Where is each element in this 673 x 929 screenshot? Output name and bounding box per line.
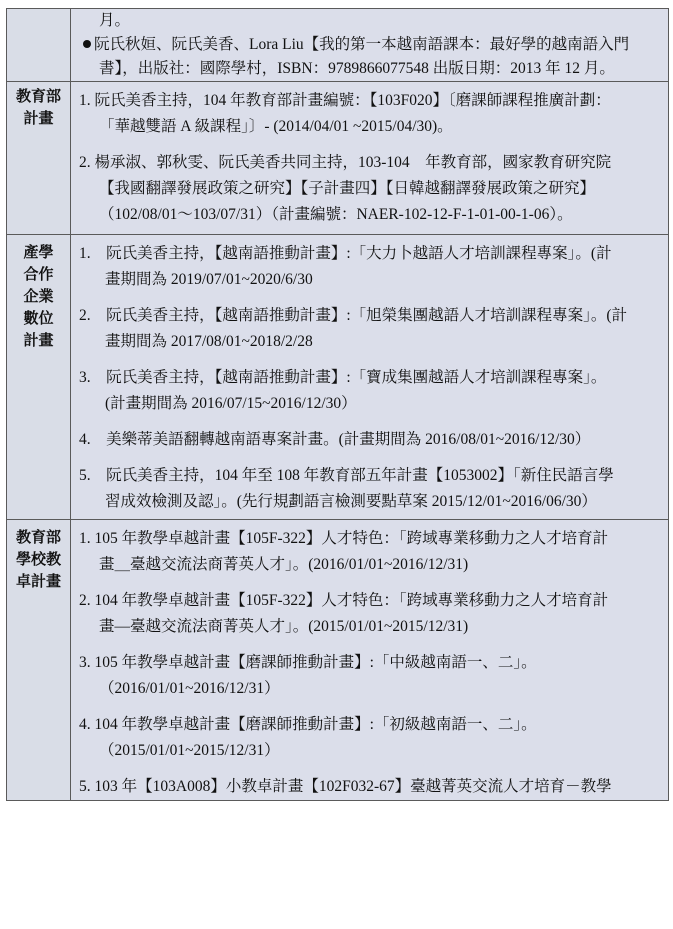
label-line: 學校教 bbox=[15, 550, 61, 568]
text-line: 書】，出版社：國際學村，ISBN：9789866077548 出版日期：2013 年 12 月。 bbox=[99, 60, 615, 77]
label-line: 教育部 bbox=[15, 528, 61, 546]
text-line: 4. 美樂蒂美語翻轉越南語專案計畫。(計畫期間為 2016/08/01~2016/12/30） bbox=[79, 431, 591, 448]
label-line: 數位 bbox=[23, 309, 54, 327]
text-line: 3. 阮氏美香主持，【越南語推動計畫】:「寶成集團越語人才培訓課程專案」。 bbox=[79, 369, 607, 386]
spacer bbox=[71, 640, 668, 650]
text-line: （2016/01/01~2016/12/31） bbox=[99, 680, 280, 697]
row-label-cell bbox=[7, 82, 71, 235]
row-content-cell bbox=[71, 235, 669, 520]
label-line: 合作 bbox=[23, 265, 54, 283]
text-line: (計畫期間為 2016/07/15~2016/12/30） bbox=[105, 395, 357, 412]
table-row bbox=[7, 9, 669, 82]
text-line: 月。 bbox=[99, 12, 131, 29]
document-page bbox=[6, 8, 667, 801]
text-line: 2. 阮氏美香主持，【越南語推動計畫】:「旭榮集團越語人才培訓課程專案」。(計 bbox=[79, 307, 628, 324]
row-label bbox=[7, 82, 70, 129]
text-line: 畫期間為 2017/08/01~2018/2/28 bbox=[105, 333, 313, 350]
text-line: 畫—臺越交流法商菁英人才」。(2015/01/01~2015/12/31) bbox=[99, 618, 469, 635]
text-line: 5. 103 年【103A008】小教卓計畫【102F032-67】臺越菁英交流人才培育－教學 bbox=[79, 778, 612, 795]
text-line: 4. 104 年教學卓越計畫【磨課師推動計畫】:「初級越南語一、二」。 bbox=[79, 716, 537, 733]
label-line: 計畫 bbox=[23, 109, 54, 127]
row-label-cell bbox=[7, 520, 71, 801]
row-label-cell bbox=[7, 9, 71, 82]
label-line: 計畫 bbox=[23, 331, 54, 349]
spacer bbox=[71, 140, 668, 150]
row-content-cell bbox=[71, 82, 669, 235]
label-line: 教育部 bbox=[15, 87, 61, 105]
spacer bbox=[71, 417, 668, 427]
spacer bbox=[71, 453, 668, 463]
text-line: 1. 105 年教學卓越計畫【105F-322】人才特色：「跨域專業移動力之人才培育計 bbox=[79, 530, 609, 547]
spacer bbox=[71, 578, 668, 588]
text-line: （2015/01/01~2015/12/31） bbox=[99, 742, 280, 759]
row-label bbox=[7, 235, 70, 351]
text-line: 「華越雙語 A 級課程」〕- (2014/04/01 ~2015/04/30)。 bbox=[99, 118, 453, 135]
spacer bbox=[71, 293, 668, 303]
row-content-cell bbox=[71, 520, 669, 801]
label-line: 卓計畫 bbox=[15, 572, 61, 590]
text-line: 5. 阮氏美香主持，104 年至 108 年教育部五年計畫【1053002】「新住民語言學 bbox=[79, 467, 614, 484]
text-line: 阮氏秋姮、阮氏美香、Lora Liu【我的第一本越南語課本：最好學的越南語入門 bbox=[94, 36, 630, 53]
spacer bbox=[71, 764, 668, 774]
text-line: 畫期間為 2019/07/01~2020/6/30 bbox=[105, 271, 313, 288]
table-row bbox=[7, 82, 669, 235]
spacer bbox=[71, 355, 668, 365]
text-line: 2. 楊承淑、郭秋雯、阮氏美香共同主持，103-104 年教育部，國家教育研究院 bbox=[79, 154, 612, 171]
label-line: 企業 bbox=[23, 287, 54, 305]
spacer bbox=[71, 702, 668, 712]
projects-table bbox=[6, 8, 669, 801]
text-line: 習成效檢測及認」。(先行規劃語言檢測要點草案 2015/12/01~2016/06/30） bbox=[105, 493, 597, 510]
table-row bbox=[7, 235, 669, 520]
text-line: （102/08/01～103/07/31）（計畫編號：NAER-102-12-F-1-01-00-1-06）。 bbox=[99, 206, 573, 223]
table-row bbox=[7, 520, 669, 801]
text-line: 3. 105 年教學卓越計畫【磨課師推動計畫】:「中級越南語一、二」。 bbox=[79, 654, 537, 671]
bullet-icon bbox=[83, 40, 91, 48]
row-label bbox=[7, 520, 70, 592]
list-item bbox=[71, 33, 668, 57]
row-label-cell bbox=[7, 235, 71, 520]
text-line: 【我國翻譯發展政策之研究】【子計畫四】【日韓越翻譯發展政策之研究】 bbox=[99, 180, 596, 197]
label-line: 產學 bbox=[23, 243, 54, 261]
text-line: 1. 阮氏美香主持，【越南語推動計畫】:「大力卜越語人才培訓課程專案」。(計 bbox=[79, 245, 612, 262]
text-line: 畫＿臺越交流法商菁英人才」。(2016/01/01~2016/12/31) bbox=[99, 556, 469, 573]
text-line: 1. 阮氏美香主持，104 年教育部計畫編號：【103F020】〔磨課師課程推廣計劃： bbox=[79, 92, 611, 109]
row-content-cell bbox=[71, 9, 669, 82]
text-line: 2. 104 年教學卓越計畫【105F-322】人才特色：「跨域專業移動力之人才培育計 bbox=[79, 592, 609, 609]
